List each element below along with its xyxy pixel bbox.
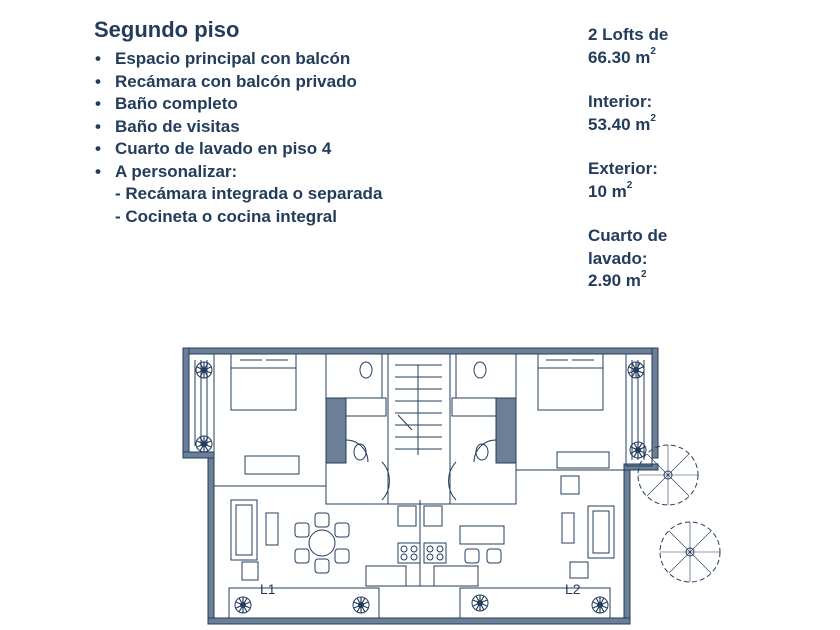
area-specs bbox=[588, 24, 748, 315]
floor-plan bbox=[0, 340, 840, 630]
unit-label-right: L2 bbox=[565, 581, 581, 597]
laundry-label-1: Cuarto de bbox=[588, 226, 668, 245]
exterior-area-value: 10 m bbox=[588, 181, 627, 201]
feature-item: • Baño de visitas bbox=[95, 116, 382, 139]
feature-list bbox=[95, 48, 382, 228]
left-living bbox=[231, 500, 420, 586]
laundry-area-unit: 2 bbox=[640, 269, 647, 281]
page-title: Segundo piso bbox=[94, 17, 240, 42]
lofts-area-unit: 2 bbox=[650, 45, 656, 57]
feature-item: • Cuarto de lavado en piso 4 bbox=[95, 138, 382, 161]
feature-subitem: - Recámara integrada o separada bbox=[115, 184, 383, 203]
exterior-area bbox=[588, 181, 748, 204]
laundry-area bbox=[588, 270, 748, 293]
service-core bbox=[326, 354, 516, 504]
lofts-area-value: 66.30 m bbox=[588, 47, 651, 67]
exterior-spec bbox=[588, 158, 748, 203]
right-bedroom bbox=[516, 354, 630, 470]
interior-label: Interior: bbox=[588, 92, 653, 111]
left-bedroom bbox=[214, 354, 326, 486]
lofts-area bbox=[588, 47, 748, 70]
interior-area bbox=[588, 114, 748, 137]
lofts-spec bbox=[588, 24, 748, 69]
lofts-label: 2 Lofts de bbox=[588, 25, 669, 44]
feature-item: • Recámara con balcón privado bbox=[95, 71, 382, 94]
interior-area-value: 53.40 m bbox=[588, 114, 651, 134]
exterior-area-unit: 2 bbox=[626, 179, 633, 191]
laundry-label-2: lavado: bbox=[588, 248, 648, 268]
laundry-area-value: 2.90 m bbox=[588, 271, 641, 290]
feature-item: • A personalizar: bbox=[95, 161, 382, 184]
interior-area-unit: 2 bbox=[650, 112, 656, 124]
feature-item: • Baño completo bbox=[95, 93, 382, 116]
unit-label-left: L1 bbox=[260, 581, 276, 597]
feature-subitem: - Cocineta o cocina integral bbox=[115, 206, 337, 226]
laundry-spec bbox=[588, 225, 748, 293]
feature-item: • Espacio principal con balcón bbox=[95, 48, 382, 71]
exterior-label: Exterior: bbox=[588, 159, 658, 178]
interior-spec bbox=[588, 91, 748, 136]
